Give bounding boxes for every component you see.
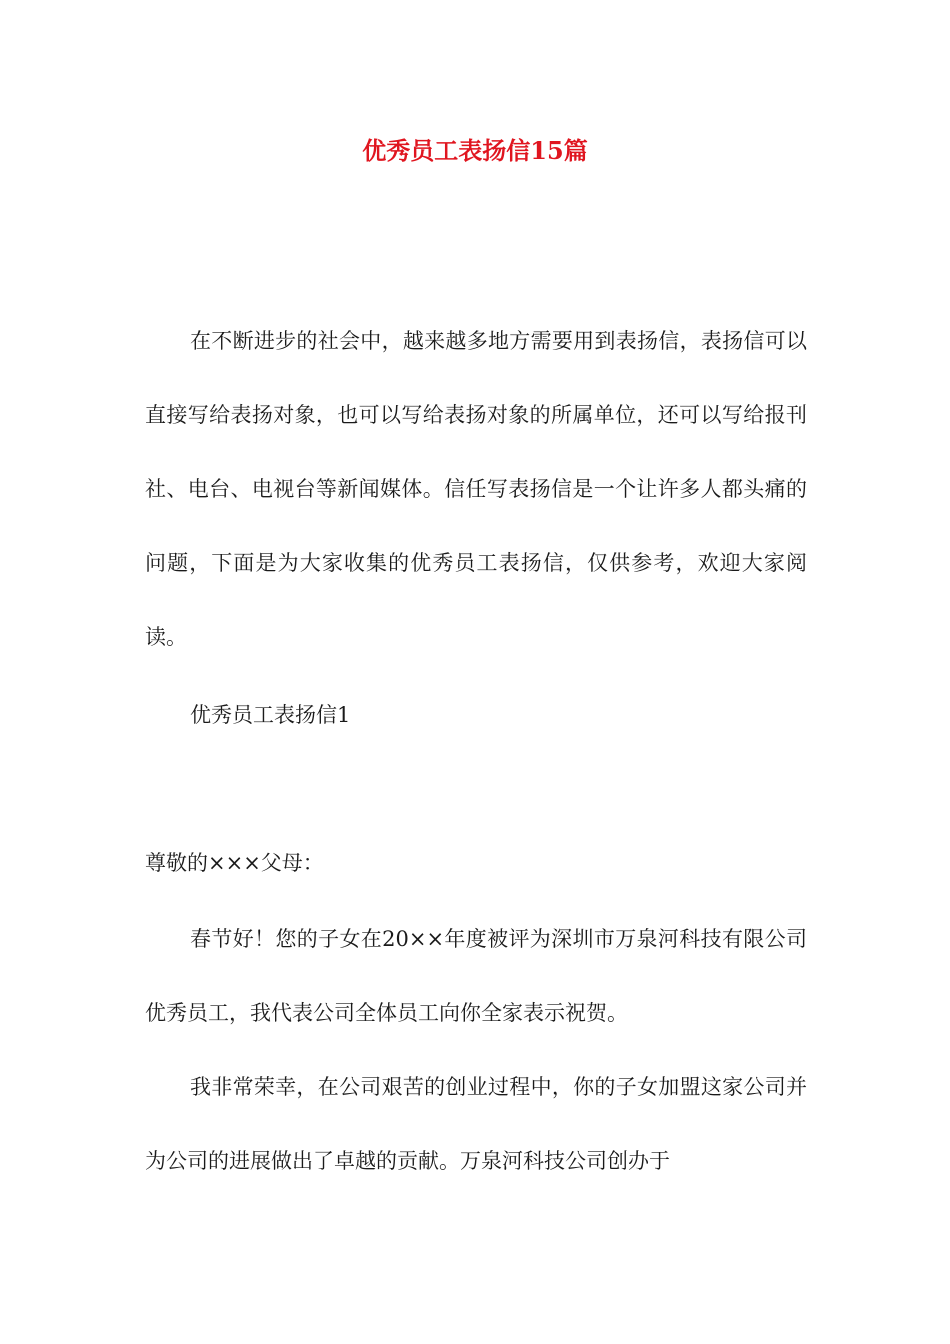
body-paragraph-2: 我非常荣幸，在公司艰苦的创业过程中，你的子女加盟这家公司并为公司的进展做出了卓越的贡献。万泉河科技公司创办于 [145, 1075, 807, 1173]
document-title: 优秀员工表扬信15篇 [362, 136, 588, 165]
intro-paragraph: 在不断进步的社会中，越来越多地方需要用到表扬信，表扬信可以直接写给表扬对象，也可以写给表扬对象的所属单位，还可以写给报刊社、电台、电视台等新闻媒体。信任写表扬信是一个让许多人都头痛的问题，下面是为大家收集的优秀员工表扬信，仅供参考，欢迎大家阅读。 [145, 329, 807, 649]
salutation: 尊敬的×××父母： [145, 851, 324, 875]
body-paragraph-1: 春节好！您的子女在20××年度被评为深圳市万泉河科技有限公司优秀员工，我代表公司全体员工向你全家表示祝贺。 [145, 927, 807, 1025]
section-heading: 优秀员工表扬信1 [190, 703, 351, 727]
